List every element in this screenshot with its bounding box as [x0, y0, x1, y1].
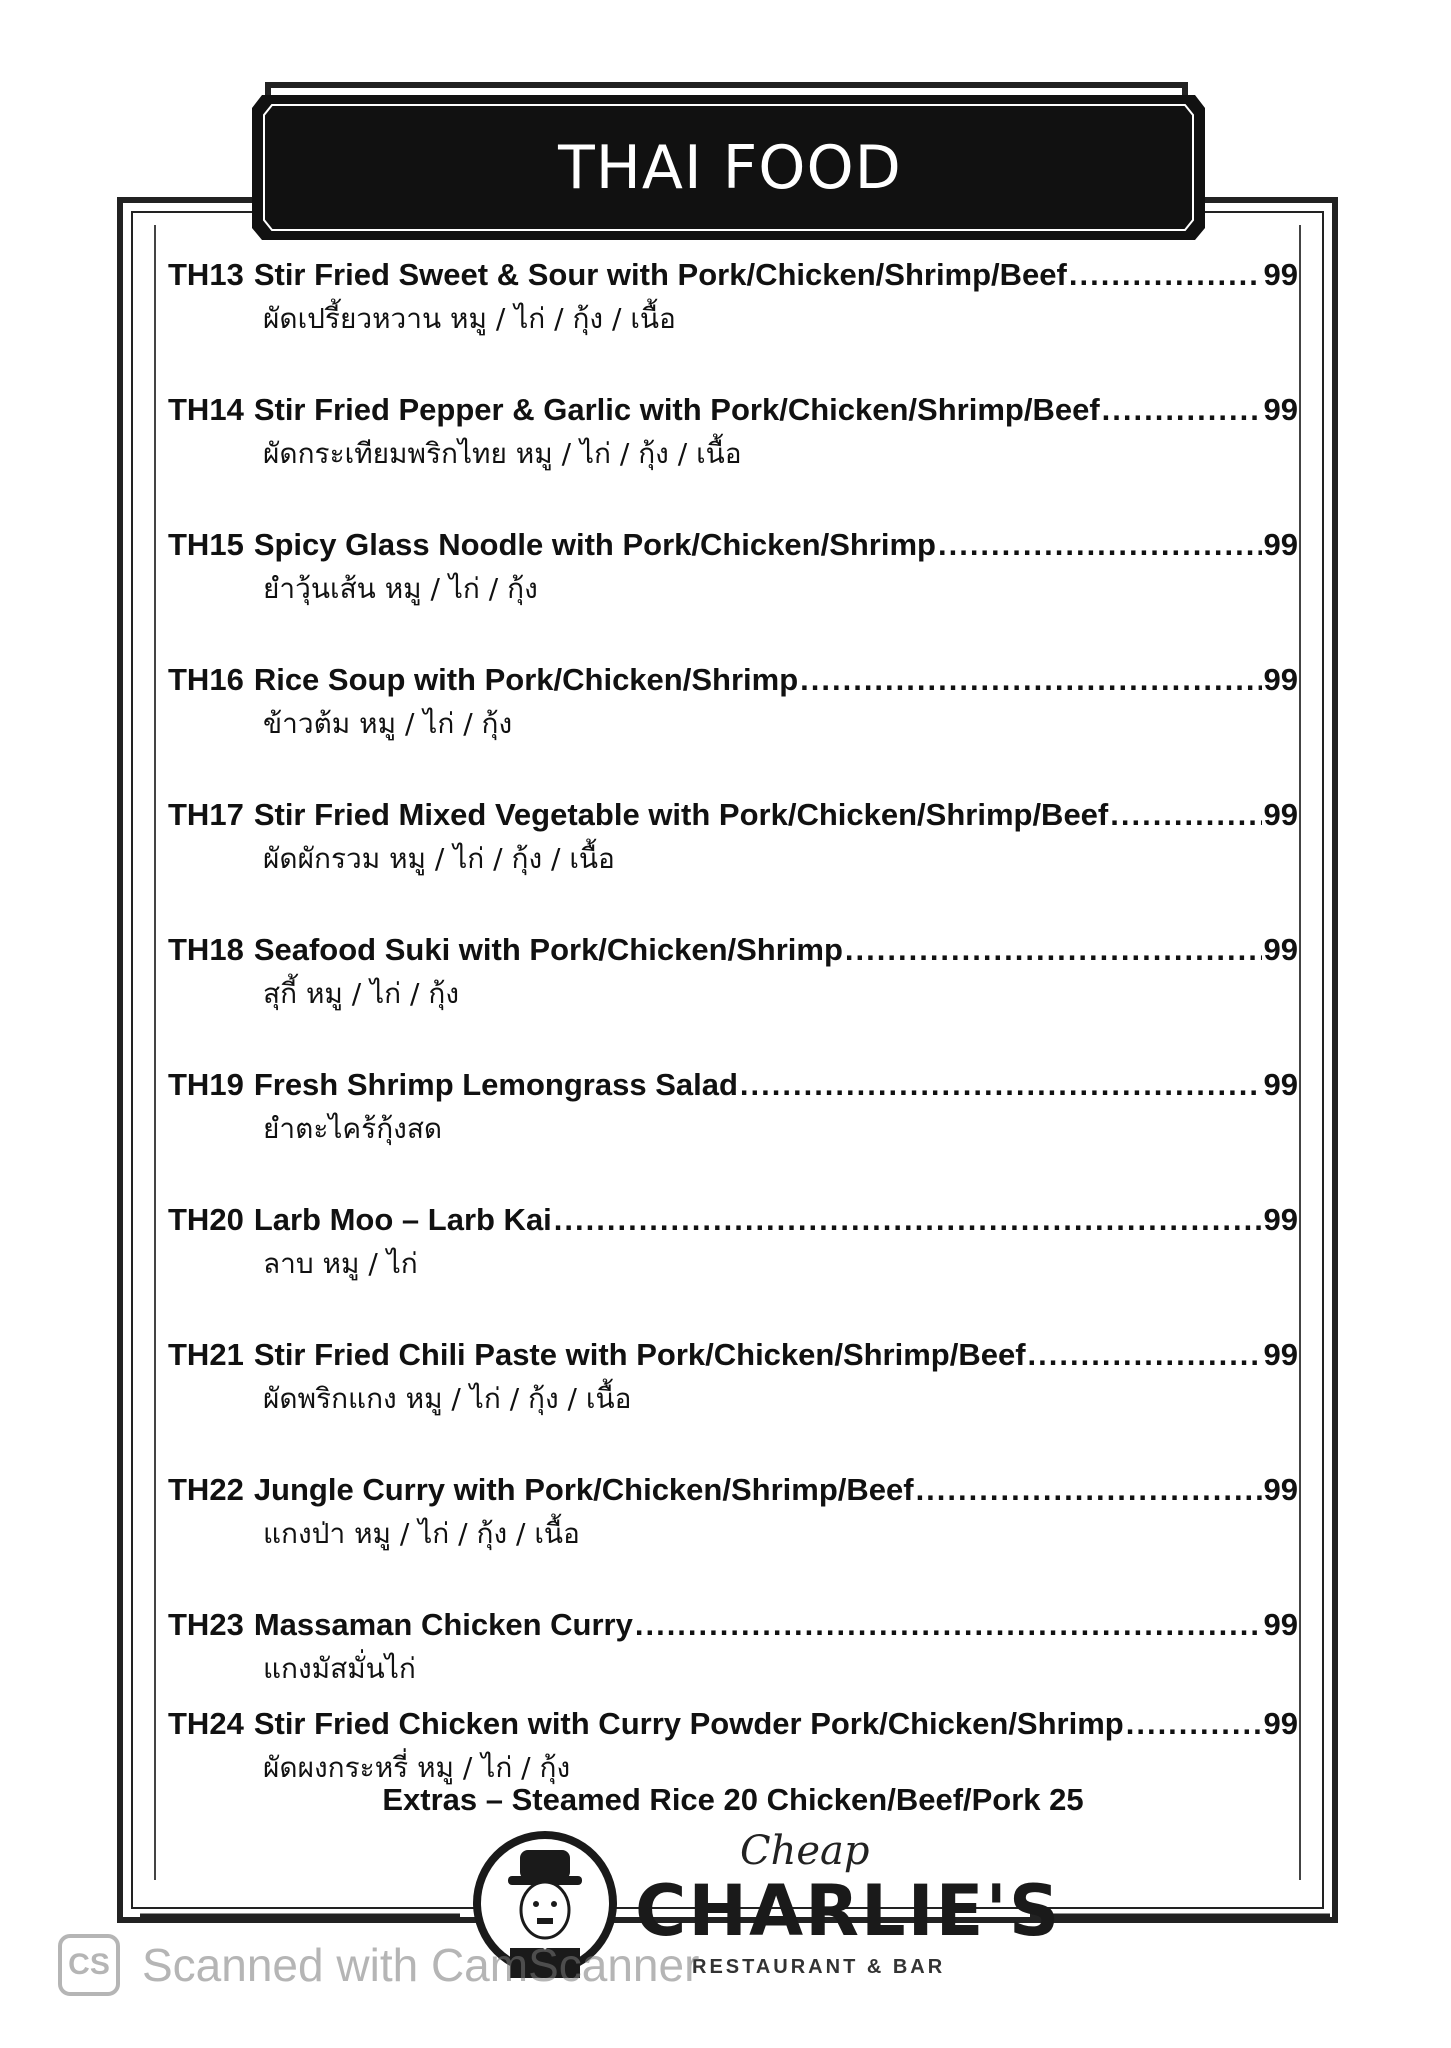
- item-name: Massaman Chicken Curry: [253, 1607, 633, 1642]
- item-code: TH22: [168, 1472, 244, 1507]
- dot-leader: [1069, 253, 1262, 297]
- item-thai-name: ผัดพริกแกง หมู / ไก่ / กุ้ง / เนื้อ: [263, 1382, 632, 1415]
- item-thai-name: ยำตะไคร้กุ้งสด: [263, 1112, 443, 1145]
- dot-leader: [845, 928, 1262, 972]
- item-code: TH15: [168, 527, 244, 562]
- item-thai-name: ยำวุ้นเส้น หมู / ไก่ / กุ้ง: [263, 572, 538, 605]
- item-code: TH20: [168, 1202, 244, 1237]
- dot-leader: [1110, 793, 1261, 837]
- item-thai-name: แกงมัสมั่นไก่: [263, 1652, 416, 1685]
- dot-leader: [800, 658, 1261, 702]
- menu-list: [168, 253, 1298, 1801]
- item-name: Larb Moo – Larb Kai: [253, 1202, 552, 1237]
- item-code: TH14: [168, 392, 244, 427]
- item-code: TH16: [168, 662, 244, 697]
- menu-item: [168, 1063, 1298, 1198]
- logo-cheap-text: Cheap: [740, 1828, 870, 1874]
- menu-item: [168, 523, 1298, 658]
- scanner-watermark: [58, 1930, 699, 2000]
- menu-item: [168, 1198, 1298, 1333]
- dot-leader: [740, 1063, 1262, 1107]
- item-price: 99: [1263, 797, 1298, 832]
- watermark-text: Scanned with CamScanner: [142, 1939, 700, 1991]
- menu-item: [168, 1333, 1298, 1468]
- item-thai-name: แกงป่า หมู / ไก่ / กุ้ง / เนื้อ: [263, 1517, 580, 1550]
- item-code: TH18: [168, 932, 244, 967]
- logo-subtitle: RESTAURANT & BAR: [692, 1956, 946, 1978]
- item-name: Fresh Shrimp Lemongrass Salad: [253, 1067, 738, 1102]
- menu-item: [168, 793, 1298, 928]
- item-price: 99: [1263, 1472, 1298, 1507]
- item-thai-name: ผัดกระเทียมพริกไทย หมู / ไก่ / กุ้ง / เนื้อ: [263, 437, 742, 470]
- item-name: Spicy Glass Noodle with Pork/Chicken/Shrimp: [253, 527, 936, 562]
- item-name: Stir Fried Sweet & Sour with Pork/Chicken/Shrimp/Beef: [253, 257, 1067, 292]
- item-name: Jungle Curry with Pork/Chicken/Shrimp/Beef: [253, 1472, 914, 1507]
- item-name: Stir Fried Chili Paste with Pork/Chicken/Shrimp/Beef: [253, 1337, 1026, 1372]
- item-name: Stir Fried Mixed Vegetable with Pork/Chicken/Shrimp/Beef: [253, 797, 1109, 832]
- dot-leader: [916, 1468, 1262, 1512]
- item-price: 99: [1263, 257, 1298, 292]
- item-price: 99: [1263, 662, 1298, 697]
- menu-item: [168, 1468, 1298, 1603]
- item-name: Rice Soup with Pork/Chicken/Shrimp: [253, 662, 799, 697]
- item-price: 99: [1263, 527, 1298, 562]
- dot-leader: [1102, 388, 1262, 432]
- item-code: TH13: [168, 257, 244, 292]
- dot-leader: [1126, 1702, 1262, 1746]
- item-price: 99: [1263, 392, 1298, 427]
- item-price: 99: [1263, 1337, 1298, 1372]
- item-price: 99: [1263, 1067, 1298, 1102]
- item-code: TH23: [168, 1607, 244, 1642]
- page-title: THAI FOOD: [558, 133, 902, 203]
- item-thai-name: ลาบ หมู / ไก่: [263, 1247, 418, 1280]
- item-code: TH21: [168, 1337, 244, 1372]
- menu-item: [168, 928, 1298, 1063]
- item-thai-name: ผัดเปรี้ยวหวาน หมู / ไก่ / กุ้ง / เนื้อ: [263, 302, 676, 335]
- logo-name-text: CHARLIE'S: [635, 1870, 1062, 1952]
- item-price: 99: [1263, 1706, 1298, 1741]
- item-thai-name: ผัดผงกระหรี่ หมู / ไก่ / กุ้ง: [263, 1751, 571, 1784]
- dot-leader: [635, 1603, 1262, 1647]
- item-thai-name: ข้าวต้ม หมู / ไก่ / กุ้ง: [263, 707, 513, 740]
- menu-item: [168, 1603, 1298, 1702]
- item-price: 99: [1263, 932, 1298, 967]
- menu-item: [168, 658, 1298, 793]
- extras-note: Extras – Steamed Rice 20 Chicken/Beef/Pork 25: [382, 1782, 1084, 1817]
- item-price: 99: [1263, 1202, 1298, 1237]
- camscanner-icon: CS: [58, 1934, 120, 1996]
- item-code: TH17: [168, 797, 244, 832]
- item-name: Stir Fried Chicken with Curry Powder Pork/Chicken/Shrimp: [253, 1706, 1124, 1741]
- dot-leader: [938, 523, 1262, 567]
- item-name: Seafood Suki with Pork/Chicken/Shrimp: [253, 932, 843, 967]
- menu-item: [168, 253, 1298, 388]
- dot-leader: [1028, 1333, 1262, 1377]
- item-thai-name: ผัดผักรวม หมู / ไก่ / กุ้ง / เนื้อ: [263, 842, 615, 875]
- item-name: Stir Fried Pepper & Garlic with Pork/Chicken/Shrimp/Beef: [253, 392, 1100, 427]
- item-thai-name: สุกี้ หมู / ไก่ / กุ้ง: [263, 977, 459, 1010]
- item-price: 99: [1263, 1607, 1298, 1642]
- item-code: TH24: [168, 1706, 244, 1741]
- menu-item: [168, 388, 1298, 523]
- item-code: TH19: [168, 1067, 244, 1102]
- dot-leader: [554, 1198, 1262, 1242]
